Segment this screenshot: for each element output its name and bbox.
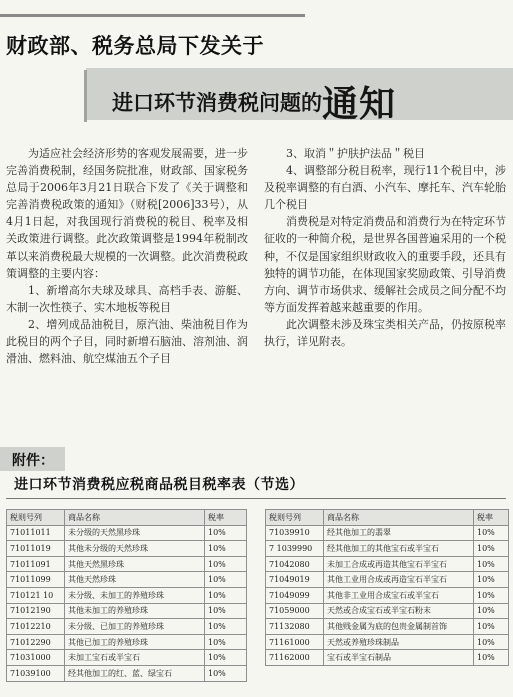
cell-name: 其他未加工的养殖珍珠 — [65, 603, 205, 619]
article-paragraph: 4、调整部分税目税率，现行11个税目中，涉及税率调整的有白酒、小汽车、摩托车、汽车轮胎几个税目 — [264, 164, 506, 212]
table-row — [266, 619, 509, 635]
cell-rate: 10% — [474, 572, 509, 588]
cell-name: 其他未分级的天然珍珠 — [65, 541, 205, 557]
cell-rate: 10% — [474, 556, 509, 572]
cell-code: 71012290 — [7, 634, 65, 650]
cell-name: 未加工宝石或半宝石 — [65, 650, 205, 666]
cell-code: 71011019 — [7, 541, 65, 557]
cell-rate: 10% — [205, 634, 247, 650]
cell-rate: 10% — [474, 619, 509, 635]
article-column-left — [6, 145, 248, 367]
table-row — [266, 556, 509, 572]
rate-table-left — [6, 509, 247, 682]
table-row — [266, 572, 509, 588]
article-paragraph: 为适应社会经济形势的客观发展需要，进一步完善消费税制，经国务院批准，财政部、国家税务总局于2006年3月21日联合下发了《关于调整和完善消费税政策的通知》（财税[2006]33号），从4月1日起，对我国现行消费税的税目、税率及相关政策进行调整。此次政策调整是1994年税制改革以来消费税最大规模的一次调整。此次消费税政策调整的主要内容： — [6, 147, 248, 280]
cell-name: 宝石或半宝石制品 — [324, 650, 474, 666]
header-rate: 税率 — [205, 510, 247, 526]
table-row — [7, 541, 247, 557]
cell-code: 71059000 — [266, 603, 324, 619]
cell-name: 未分级的天然黑珍珠 — [65, 525, 205, 541]
cell-code: 71011011 — [7, 525, 65, 541]
article-paragraph: 3、取消＂护肤护法品＂税目 — [286, 147, 425, 160]
article-paragraph: 此次调整未涉及珠宝类相关产品，仍按原税率执行，详见附表。 — [264, 317, 506, 349]
headline-line-2 — [112, 76, 396, 127]
table-row — [7, 634, 247, 650]
cell-code: 71132080 — [266, 619, 324, 635]
table-row — [7, 556, 247, 572]
header-code: 税则号列 — [266, 510, 324, 526]
table-row — [7, 525, 247, 541]
article-paragraph: 2、增列成品油税目，原汽油、柴油税目作为此税目的两个子目，同时新增石脑油、溶剂油、润滑油、燃料油、航空煤油五个子目 — [6, 317, 248, 366]
table-row — [266, 541, 509, 557]
cell-rate: 10% — [474, 603, 509, 619]
attachment-label: 附件： — [12, 453, 54, 469]
cell-name: 经其他加工的其他宝石或半宝石 — [324, 541, 474, 557]
cell-rate: 10% — [205, 525, 247, 541]
header-name: 商品名称 — [324, 510, 474, 526]
cell-code: 71012190 — [7, 603, 65, 619]
cell-name: 未分级、未加工的养殖珍珠 — [65, 587, 205, 603]
cell-name: 经其他加工的红、蓝、绿宝石 — [65, 665, 205, 681]
table-header-row — [7, 510, 247, 526]
table-title: 进口环节消费税应税商品税目税率表（节选） — [14, 477, 304, 493]
cell-name: 天然或养殖珍珠制品 — [324, 634, 474, 650]
table-row — [7, 650, 247, 666]
cell-rate: 10% — [205, 587, 247, 603]
cell-code: 71042080 — [266, 556, 324, 572]
headline-line-1: 财政部、税务总局下发关于 — [6, 34, 264, 58]
headline-line-2-emphasis: 通知 — [322, 84, 397, 125]
cell-code: 71031000 — [7, 650, 65, 666]
cell-rate: 10% — [474, 634, 509, 650]
table-row — [266, 587, 509, 603]
cell-code: 71011091 — [7, 556, 65, 572]
cell-code: 71012210 — [7, 619, 65, 635]
table-header-row — [266, 510, 509, 526]
cell-rate: 10% — [205, 556, 247, 572]
header-name: 商品名称 — [65, 510, 205, 526]
table-row — [266, 525, 509, 541]
header-rate: 税率 — [474, 510, 509, 526]
rate-table-left-body — [7, 525, 247, 681]
cell-name: 其他工业用合成或再造宝石半宝石 — [324, 572, 474, 588]
article-paragraph: 1、新增高尔夫球及球具、高档手表、游艇、木制一次性筷子、实木地板等税目 — [6, 283, 248, 314]
attachment-label-box — [0, 447, 65, 471]
table-title-rule — [6, 498, 506, 499]
table-row — [7, 619, 247, 635]
cell-code: 71039910 — [266, 525, 324, 541]
table-row — [266, 650, 509, 666]
table-row — [7, 587, 247, 603]
table-row — [266, 634, 509, 650]
cell-name: 天然或合成宝石或半宝石粉末 — [324, 603, 474, 619]
cell-rate: 10% — [205, 665, 247, 681]
cell-name: 其他贱金属为底的包贵金属制首饰 — [324, 619, 474, 635]
cell-code: 71011099 — [7, 572, 65, 588]
cell-name: 未分级、已加工的养殖珍珠 — [65, 619, 205, 635]
cell-rate: 10% — [474, 650, 509, 666]
table-row — [7, 665, 247, 681]
cell-code: 710121 10 — [7, 587, 65, 603]
table-row — [266, 603, 509, 619]
article-column-right — [264, 145, 506, 350]
table-row — [7, 572, 247, 588]
top-rule — [0, 14, 305, 17]
cell-code: 71161000 — [266, 634, 324, 650]
cell-name: 其他已加工的养殖珍珠 — [65, 634, 205, 650]
cell-code: 71049099 — [266, 587, 324, 603]
header-code: 税则号列 — [7, 510, 65, 526]
rate-table-right-body — [266, 525, 509, 665]
headline-line-2-main: 进口环节消费税问题的 — [112, 91, 322, 115]
cell-code: 71049019 — [266, 572, 324, 588]
table-row — [7, 603, 247, 619]
cell-rate: 10% — [474, 541, 509, 557]
cell-rate: 10% — [205, 572, 247, 588]
cell-rate: 10% — [205, 650, 247, 666]
article-paragraph: 消费税是对特定消费品和消费行为在特定环节征收的一种简介税，是世界各国普遍采用的一个税种，不仅是国家组织财政收入的重要手段，还具有独特的调节功能，在体现国家奖励政策、引导消费方向、调节市场供求、缓解社会成员之间分配不均等方面发挥着越来越重要的作用。 — [264, 215, 506, 314]
cell-name: 经其他加工的翡翠 — [324, 525, 474, 541]
cell-code: 71162000 — [266, 650, 324, 666]
cell-code: 71039100 — [7, 665, 65, 681]
cell-name: 未加工合成或再造其他宝石半宝石 — [324, 556, 474, 572]
cell-rate: 10% — [205, 603, 247, 619]
banner-shadow — [84, 70, 87, 122]
cell-name: 其他非工业用合成宝石或半宝石 — [324, 587, 474, 603]
cell-rate: 10% — [205, 541, 247, 557]
cell-code: 7 1039990 — [266, 541, 324, 557]
cell-name: 其他天然珍珠 — [65, 572, 205, 588]
cell-rate: 10% — [474, 525, 509, 541]
headline-banner — [86, 68, 513, 125]
cell-rate: 10% — [205, 619, 247, 635]
rate-table-right — [265, 509, 509, 666]
cell-rate: 10% — [474, 587, 509, 603]
cell-name: 其他天然黑珍珠 — [65, 556, 205, 572]
